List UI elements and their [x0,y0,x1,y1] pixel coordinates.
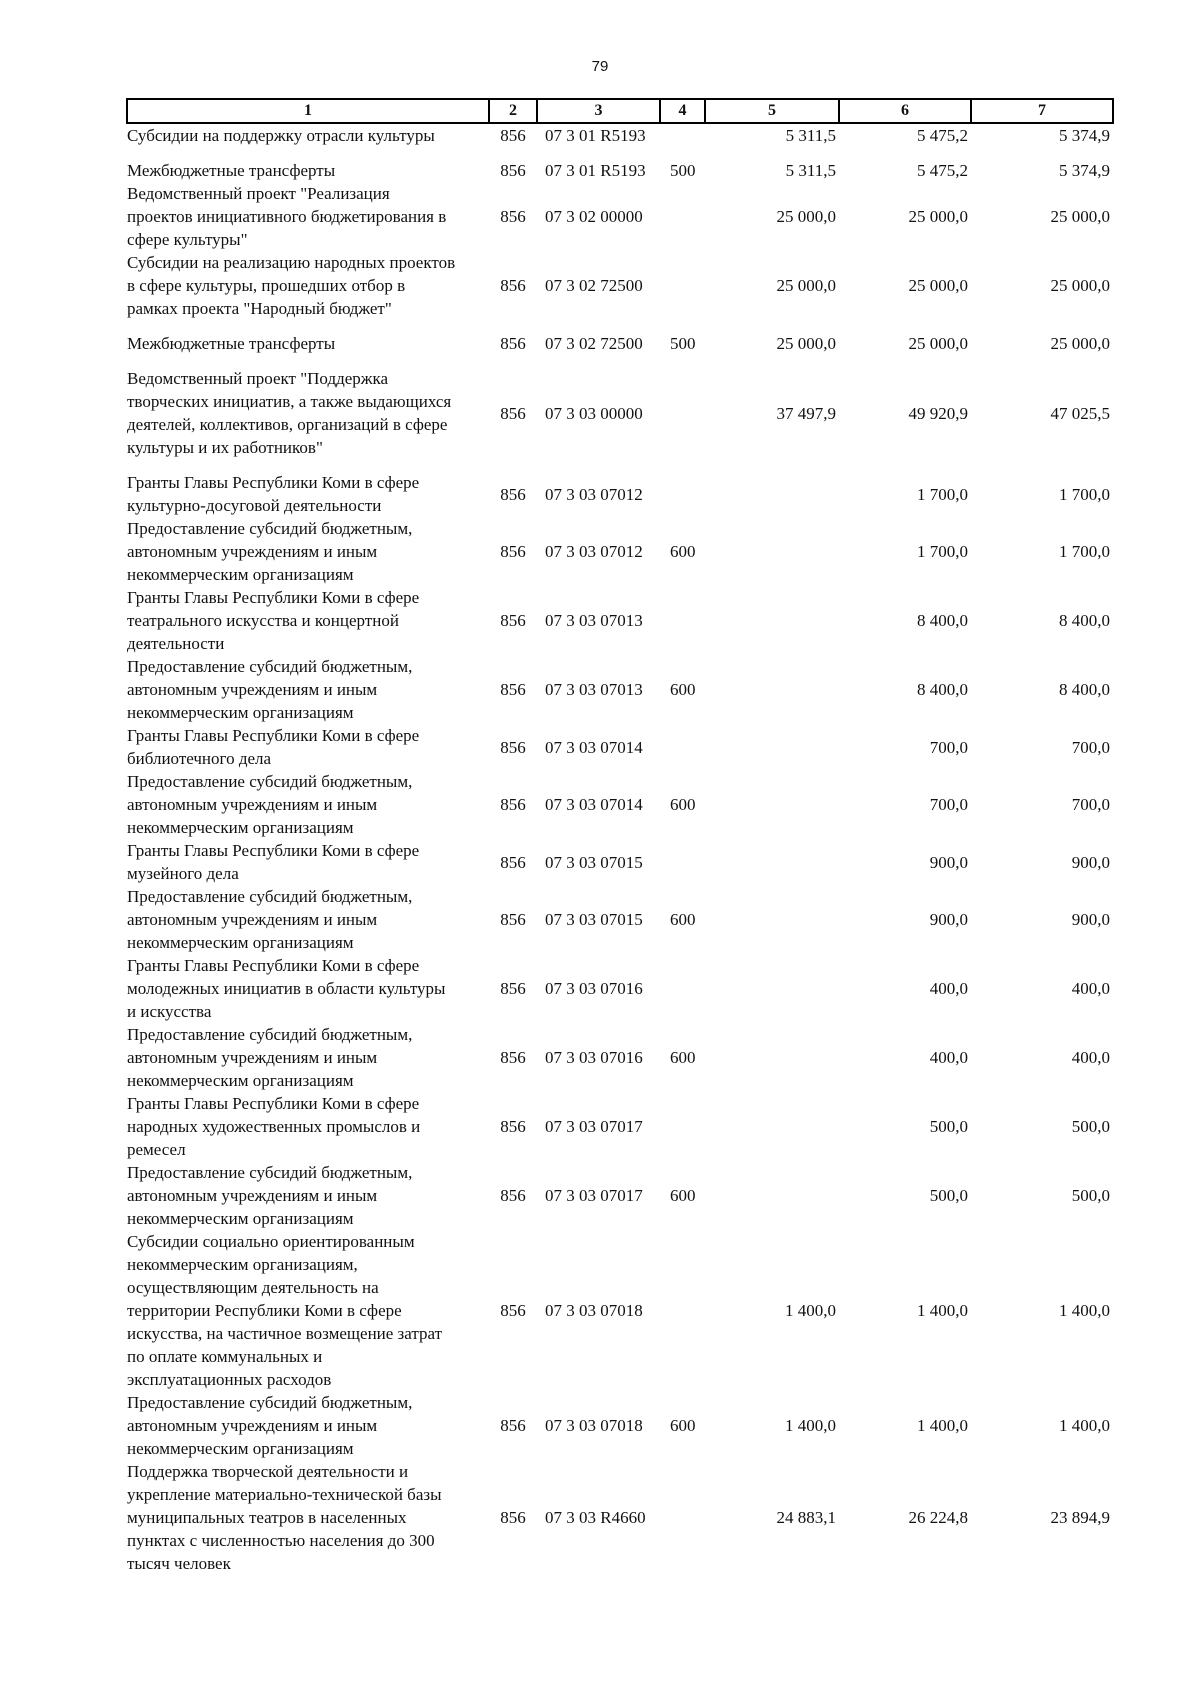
amount-col-5 [705,1092,839,1161]
description-line: автономным учреждениям и иным [127,680,378,699]
description-line: автономным учреждениям и иным [127,1416,378,1435]
description-line: Предоставление субсидий бюджетным, [127,772,413,791]
description-line: музейного дела [127,864,239,883]
ministry-code: 856 [500,161,526,180]
ministry-code: 856 [500,334,526,353]
target-item-code: 07 3 03 00000 [545,403,643,423]
ministry-code: 856 [500,1117,526,1136]
description-line: народных художественных промыслов и [127,1117,421,1136]
row-description [127,332,489,367]
description-line: территории Республики Коми в сфере [127,1301,402,1320]
target-item-code: 07 3 03 07012 [545,542,643,561]
target-item-code: 07 3 03 07013 [545,680,643,699]
expense-type-code [660,367,705,471]
table-row [127,724,1113,770]
description-line: некоммерческим организациям [127,1071,354,1090]
description-line: деятельности [127,634,225,653]
description-line: тысяч человек [127,1554,231,1573]
amount-col-5 [705,586,839,655]
amount-col-7: 23 894,9 [1050,1508,1110,1527]
table-row [127,770,1113,839]
row-description [127,471,489,517]
ministry-code: 856 [500,1186,526,1205]
table-row [127,954,1113,1023]
amount-col-6: 500,0 [929,1117,968,1136]
amount-col-5: 37 497,9 [776,403,836,423]
description-line: Гранты Главы Республики Коми в сфере [127,956,420,975]
amount-col-7: 900,0 [1071,852,1110,872]
amount-col-7: 1 700,0 [1059,542,1110,561]
description-line: Предоставление субсидий бюджетным, [127,1393,413,1412]
description-line: автономным учреждениям и иным [127,1186,378,1205]
amount-col-5: 25 000,0 [776,334,836,353]
expense-type-code [660,839,705,885]
ministry-code: 856 [500,611,526,630]
target-item-code: 07 3 03 07015 [545,852,643,872]
amount-col-6: 400,0 [929,1048,968,1067]
column-header: 1 [127,99,489,123]
amount-col-6: 700,0 [929,795,968,814]
table-row [127,123,1113,159]
amount-col-5: 1 400,0 [785,1416,836,1435]
amount-col-7: 500,0 [1071,1117,1110,1136]
amount-col-7: 500,0 [1071,1186,1110,1205]
target-item-code: 07 3 01 R5193 [545,161,646,180]
description-line: молодежных инициатив в области культуры [127,979,446,998]
target-item-code: 07 3 02 72500 [545,334,643,353]
ministry-code: 856 [500,1301,526,1320]
description-line: Ведомственный проект "Реализация [127,184,390,203]
expense-type-code: 600 [670,680,696,699]
row-description [127,1391,489,1460]
description-line: осуществляющим деятельность на [127,1278,379,1297]
description-line: Гранты Главы Республики Коми в сфере [127,1094,420,1113]
amount-col-7: 400,0 [1071,1048,1110,1067]
table-row [127,839,1113,885]
table-row [127,1460,1113,1575]
description-line: Предоставление субсидий бюджетным, [127,887,413,906]
amount-col-7: 5 374,9 [1059,161,1110,180]
table-row [127,885,1113,954]
ministry-code: 856 [500,795,526,814]
amount-col-7: 700,0 [1071,795,1110,814]
expense-type-code: 500 [670,161,696,180]
amount-col-5 [705,471,839,517]
amount-col-7: 8 400,0 [1059,680,1110,699]
amount-col-6: 26 224,8 [908,1508,968,1527]
row-description [127,770,489,839]
description-line: Гранты Главы Республики Коми в сфере [127,726,420,745]
amount-col-6: 25 000,0 [908,334,968,353]
table-row [127,1023,1113,1092]
row-description [127,885,489,954]
description-line: укрепление материально-технической базы [127,1485,442,1504]
table-row [127,655,1113,724]
expense-type-code: 600 [670,795,696,814]
amount-col-7: 25 000,0 [1050,276,1110,295]
target-item-code: 07 3 03 R4660 [545,1508,646,1527]
ministry-code: 856 [500,1508,526,1527]
row-description [127,123,489,159]
target-item-code: 07 3 03 07015 [545,910,643,929]
description-line: деятелей, коллективов, организаций в сфере [127,415,448,434]
ministry-code: 856 [500,207,526,226]
row-description [127,1023,489,1092]
amount-col-5 [705,724,839,770]
expense-type-code: 500 [670,334,696,353]
description-line: библиотечного дела [127,749,272,768]
description-line: Ведомственный проект "Поддержка [127,369,389,388]
amount-col-6: 49 920,9 [908,403,968,423]
amount-col-5: 24 883,1 [776,1508,836,1527]
description-line: Межбюджетные трансферты [127,334,336,353]
target-item-code: 07 3 03 07013 [545,611,643,630]
column-header: 4 [660,99,705,123]
description-line: искусства, на частичное возмещение затрат [127,1324,443,1343]
description-line: по оплате коммунальных и [127,1347,323,1366]
target-item-code: 07 3 03 07017 [545,1117,643,1136]
ministry-code: 856 [500,910,526,929]
row-description [127,159,489,182]
target-item-code: 07 3 03 07012 [545,484,643,504]
expense-type-code [660,1092,705,1161]
description-line: некоммерческим организациям [127,933,354,952]
description-line: некоммерческим организациям, [127,1255,358,1274]
table-row [127,367,1113,471]
amount-col-6: 900,0 [929,910,968,929]
column-header: 3 [537,99,660,123]
ministry-code: 856 [500,1416,526,1435]
amount-col-7: 25 000,0 [1050,334,1110,353]
table-body [127,123,1113,1575]
expense-type-code: 600 [670,910,696,929]
row-description [127,655,489,724]
amount-col-5 [705,1161,839,1230]
column-header: 5 [705,99,839,123]
description-line: проектов инициативного бюджетирования в [127,207,447,226]
description-line: Субсидии на реализацию народных проектов [127,253,456,272]
expense-type-code: 600 [670,1048,696,1067]
table-row [127,1092,1113,1161]
ministry-code: 856 [500,979,526,998]
column-header: 2 [489,99,537,123]
description-line: некоммерческим организациям [127,703,354,722]
amount-col-7: 5 374,9 [1059,126,1110,145]
description-line: сфере культуры" [127,230,248,249]
expense-type-code [660,1460,705,1575]
description-line: автономным учреждениям и иным [127,542,378,561]
description-line: эксплуатационных расходов [127,1370,332,1389]
table-row [127,1391,1113,1460]
description-line: и искусства [127,1002,212,1021]
amount-col-5: 1 400,0 [785,1301,836,1320]
amount-col-5: 25 000,0 [776,207,836,226]
table-row [127,332,1113,367]
budget-table [126,98,1114,1575]
description-line: культуры и их работников" [127,438,323,457]
amount-col-6: 5 475,2 [917,126,968,145]
expense-type-code: 600 [670,1416,696,1435]
description-line: муниципальных театров в населенных [127,1508,407,1527]
description-line: Межбюджетные трансферты [127,161,336,180]
description-line: Гранты Главы Республики Коми в сфере [127,588,420,607]
description-line: Поддержка творческой деятельности и [127,1462,409,1481]
description-line: Гранты Главы Республики Коми в сфере [127,841,420,860]
amount-col-6: 900,0 [929,852,968,872]
amount-col-6: 8 400,0 [917,611,968,630]
target-item-code: 07 3 03 07016 [545,979,643,998]
target-item-code: 07 3 03 07014 [545,795,643,814]
description-line: Предоставление субсидий бюджетным, [127,657,413,676]
amount-col-5 [705,770,839,839]
amount-col-6: 25 000,0 [908,276,968,295]
target-item-code: 07 3 03 07018 [545,1301,643,1320]
amount-col-5 [705,655,839,724]
amount-col-5 [705,517,839,586]
description-line: некоммерческим организациям [127,1209,354,1228]
ministry-code: 856 [500,737,526,757]
description-line: Субсидии социально ориентированным [127,1232,415,1251]
expense-type-code: 600 [670,1186,696,1205]
page-number: 79 [591,58,609,75]
amount-col-7: 47 025,5 [1050,403,1110,423]
ministry-code: 856 [500,126,526,145]
description-line: в сфере культуры, прошедших отбор в [127,276,406,295]
amount-col-7: 900,0 [1071,910,1110,929]
description-line: культурно-досуговой деятельности [127,496,382,515]
amount-col-7: 1 400,0 [1059,1416,1110,1435]
table-row [127,1161,1113,1230]
target-item-code: 07 3 03 07018 [545,1416,643,1435]
row-description [127,839,489,885]
row-description [127,517,489,586]
target-item-code: 07 3 03 07014 [545,737,643,757]
amount-col-6: 1 400,0 [917,1416,968,1435]
amount-col-7: 1 400,0 [1059,1301,1110,1320]
table-header-row [127,99,1113,123]
table-row [127,517,1113,586]
ministry-code: 856 [500,403,526,423]
description-line: Предоставление субсидий бюджетным, [127,519,413,538]
table-row [127,251,1113,332]
description-line: некоммерческим организациям [127,1439,354,1458]
amount-col-5 [705,885,839,954]
amount-col-6: 500,0 [929,1186,968,1205]
target-item-code: 07 3 02 00000 [545,207,643,226]
table-row [127,159,1113,182]
target-item-code: 07 3 03 07016 [545,1048,643,1067]
amount-col-5: 5 311,5 [785,126,836,145]
amount-col-5 [705,1023,839,1092]
amount-col-6: 5 475,2 [917,161,968,180]
description-line: ремесел [127,1140,186,1159]
table-row [127,1230,1113,1391]
description-line: творческих инициатив, а также выдающихся [127,392,452,411]
description-line: автономным учреждениям и иным [127,1048,378,1067]
expense-type-code [660,954,705,1023]
amount-col-7: 8 400,0 [1059,611,1110,630]
amount-col-7: 25 000,0 [1050,207,1110,226]
description-line: автономным учреждениям и иным [127,910,378,929]
table-row [127,471,1113,517]
expense-type-code [660,724,705,770]
ministry-code: 856 [500,276,526,295]
expense-type-code [660,251,705,332]
target-item-code: 07 3 01 R5193 [545,126,646,145]
amount-col-6: 1 700,0 [917,542,968,561]
target-item-code: 07 3 03 07017 [545,1186,643,1205]
row-description [127,251,489,332]
amount-col-6: 8 400,0 [917,680,968,699]
description-line: автономным учреждениям и иным [127,795,378,814]
amount-col-5 [705,839,839,885]
row-description [127,724,489,770]
amount-col-7: 1 700,0 [1059,484,1110,504]
row-description [127,367,489,471]
amount-col-5 [705,954,839,1023]
column-header: 6 [839,99,971,123]
amount-col-7: 700,0 [1071,737,1110,757]
column-header: 7 [971,99,1113,123]
table-row [127,586,1113,655]
description-line: театрального искусства и концертной [127,611,399,630]
amount-col-6: 400,0 [929,979,968,998]
target-item-code: 07 3 02 72500 [545,276,643,295]
row-description [127,586,489,655]
amount-col-7: 400,0 [1071,979,1110,998]
description-line: Гранты Главы Республики Коми в сфере [127,473,420,492]
amount-col-6: 25 000,0 [908,207,968,226]
row-description [127,954,489,1023]
amount-col-6: 700,0 [929,737,968,757]
description-line: некоммерческим организациям [127,818,354,837]
description-line: пунктах с численностью населения до 300 [127,1531,435,1550]
expense-type-code [660,182,705,251]
row-description [127,1460,489,1575]
row-description [127,1230,489,1391]
ministry-code: 856 [500,680,526,699]
description-line: Предоставление субсидий бюджетным, [127,1025,413,1044]
amount-col-5: 25 000,0 [776,276,836,295]
ministry-code: 856 [500,852,526,872]
row-description [127,1161,489,1230]
description-line: некоммерческим организациям [127,565,354,584]
description-line: Предоставление субсидий бюджетным, [127,1163,413,1182]
expense-type-code [660,123,705,159]
expense-type-code [660,586,705,655]
expense-type-code [660,1230,705,1391]
ministry-code: 856 [500,484,526,504]
row-description [127,182,489,251]
amount-col-6: 1 400,0 [917,1301,968,1320]
amount-col-6: 1 700,0 [917,484,968,504]
ministry-code: 856 [500,1048,526,1067]
expense-type-code: 600 [670,542,696,561]
description-line: рамках проекта "Народный бюджет" [127,299,392,318]
ministry-code: 856 [500,542,526,561]
table-row [127,182,1113,251]
description-line: Субсидии на поддержку отрасли культуры [127,126,435,145]
expense-type-code [660,471,705,517]
row-description [127,1092,489,1161]
amount-col-5: 5 311,5 [785,161,836,180]
